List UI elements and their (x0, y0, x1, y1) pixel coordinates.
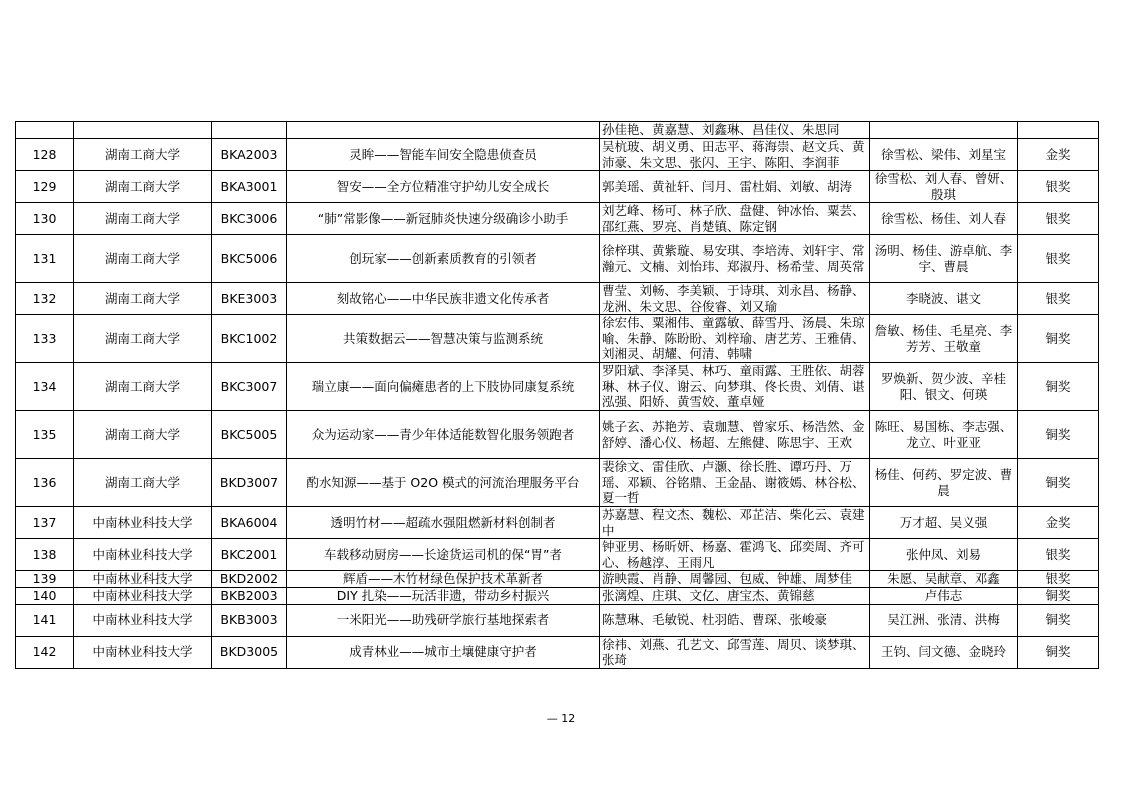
table-row (16, 363, 1099, 411)
table-row-continuation (16, 122, 1099, 139)
cell-project: 酌水知源——基于 O2O 模式的河流治理服务平台 (287, 459, 600, 507)
cell-advisors: 万才超、吴义强 (870, 507, 1018, 539)
cell-code: BKC5005 (212, 411, 287, 459)
table-row (16, 411, 1099, 459)
cell-award: 铜奖 (1018, 636, 1099, 668)
cell-code: BKD3005 (212, 636, 287, 668)
cell-members: 罗阳斌、李泽昊、林巧、童雨露、王胜依、胡蓉琳、林子仪、谢云、向梦琪、佟长贵、刘倩、谌泓强、阳娇、黄雪姣、董卓娅 (600, 363, 870, 411)
cell-project: 辉盾——木竹材绿色保护技术革新者 (287, 571, 600, 588)
table-row (16, 315, 1099, 363)
cell-advisors: 李晓波、谌文 (870, 283, 1018, 315)
cell-no: 137 (16, 507, 74, 539)
cell-members: 徐梓琪、黄紫璇、易安琪、李培涛、刘轩宇、常瀚元、文楠、刘怡玮、郑淑丹、杨希莹、周英常 (600, 235, 870, 283)
cell-award: 金奖 (1018, 507, 1099, 539)
cell-school: 湖南工商大学 (74, 315, 212, 363)
cell-code: BKC1002 (212, 315, 287, 363)
cell-project: 灵眸——智能车间安全隐患侦查员 (287, 139, 600, 171)
cell-advisors: 徐雪松、杨佳、刘人春 (870, 203, 1018, 235)
cell-advisors: 徐雪松、刘人春、曾妍、殷琪 (870, 171, 1018, 203)
cell-project: 创玩家——创新素质教育的引领者 (287, 235, 600, 283)
cell-code: BKD2002 (212, 571, 287, 588)
cell-project: 共策数据云——智慧决策与监测系统 (287, 315, 600, 363)
cell-school: 湖南工商大学 (74, 459, 212, 507)
cell-advisors: 汤明、杨佳、游卓航、李宇、曹晨 (870, 235, 1018, 283)
cell-award: 铜奖 (1018, 363, 1099, 411)
cell-project: 一米阳光——助残研学旅行基地探索者 (287, 604, 600, 636)
cell-code: BKD3007 (212, 459, 287, 507)
table-row (16, 507, 1099, 539)
cell-members: 姚子玄、苏艳芳、袁珈慧、曾家乐、杨浩然、金舒婷、潘心仪、杨超、左熊健、陈思宇、王欢 (600, 411, 870, 459)
cell-code: BKC3007 (212, 363, 287, 411)
cell-school: 中南林业科技大学 (74, 636, 212, 668)
cell-project: 车载移动厨房——长途货运司机的保“胃”者 (287, 539, 600, 571)
cell-school: 中南林业科技大学 (74, 539, 212, 571)
cell-no: 133 (16, 315, 74, 363)
table-row (16, 636, 1099, 668)
cell-members: 苏嘉慧、程文杰、魏松、邓芷洁、柴化云、袁建中 (600, 507, 870, 539)
cell-no: 135 (16, 411, 74, 459)
cell-no: 142 (16, 636, 74, 668)
cell-no: 128 (16, 139, 74, 171)
cell-no (16, 122, 74, 139)
cell-school: 中南林业科技大学 (74, 604, 212, 636)
awards-table-body (16, 122, 1099, 669)
cell-no: 140 (16, 587, 74, 604)
table-row (16, 203, 1099, 235)
cell-award (1018, 122, 1099, 139)
cell-no: 130 (16, 203, 74, 235)
cell-advisors: 罗焕新、贺少波、辛桂阳、银文、何瑛 (870, 363, 1018, 411)
cell-code: BKC3006 (212, 203, 287, 235)
cell-no: 138 (16, 539, 74, 571)
cell-award: 银奖 (1018, 171, 1099, 203)
cell-award: 银奖 (1018, 235, 1099, 283)
cell-advisors: 陈旺、易国栋、李志强、龙立、叶亚亚 (870, 411, 1018, 459)
cell-advisors: 吴江洲、张清、洪梅 (870, 604, 1018, 636)
cell-code: BKE3003 (212, 283, 287, 315)
table-row (16, 235, 1099, 283)
cell-members: 郭美瑶、黄祉轩、闫月、雷杜娟、刘敏、胡涛 (600, 171, 870, 203)
cell-school: 湖南工商大学 (74, 411, 212, 459)
table-row (16, 171, 1099, 203)
cell-members: 游映霞、肖静、周馨园、包威、钟雄、周梦佳 (600, 571, 870, 588)
cell-advisors: 卢伟志 (870, 587, 1018, 604)
cell-no: 141 (16, 604, 74, 636)
table-row (16, 571, 1099, 588)
cell-members: 徐祎、刘燕、孔艺文、邱雪莲、周贝、谈梦琪、张琦 (600, 636, 870, 668)
cell-project: 刻故铭心——中华民族非遗文化传承者 (287, 283, 600, 315)
cell-members: 钟亚男、杨昕妍、杨嘉、霍鸿飞、邱奕周、齐可心、杨越淳、王雨凡 (600, 539, 870, 571)
cell-award: 铜奖 (1018, 604, 1099, 636)
cell-code: BKB2003 (212, 587, 287, 604)
cell-no: 131 (16, 235, 74, 283)
cell-advisors (870, 122, 1018, 139)
cell-school: 中南林业科技大学 (74, 587, 212, 604)
page-number: — 12 (546, 712, 576, 725)
table-row (16, 139, 1099, 171)
cell-award: 银奖 (1018, 203, 1099, 235)
cell-school: 中南林业科技大学 (74, 571, 212, 588)
cell-members: 裴徐文、雷佳欣、卢灏、徐长胜、谭巧丹、万瑶、邓颖、谷铭鼎、王金晶、谢筱嫣、林谷松、夏一哲 (600, 459, 870, 507)
cell-no: 129 (16, 171, 74, 203)
cell-award: 铜奖 (1018, 459, 1099, 507)
cell-project (287, 122, 600, 139)
cell-code: BKC2001 (212, 539, 287, 571)
cell-no: 134 (16, 363, 74, 411)
cell-award: 铜奖 (1018, 587, 1099, 604)
cell-members: 张漓煌、庄琪、文亿、唐宝杰、黄锦慈 (600, 587, 870, 604)
cell-no: 132 (16, 283, 74, 315)
cell-award: 银奖 (1018, 539, 1099, 571)
cell-advisors: 詹敏、杨佳、毛星亮、李芳芳、王敬童 (870, 315, 1018, 363)
cell-school: 湖南工商大学 (74, 171, 212, 203)
cell-advisors: 张仲凤、刘易 (870, 539, 1018, 571)
cell-code: BKC5006 (212, 235, 287, 283)
cell-advisors: 王钧、闫文德、金晓玲 (870, 636, 1018, 668)
cell-members: 陈慧琳、毛敏锐、杜羽皓、曹琛、张峻豪 (600, 604, 870, 636)
cell-school: 中南林业科技大学 (74, 507, 212, 539)
cell-school: 湖南工商大学 (74, 363, 212, 411)
cell-members: 刘艺峰、杨可、林子欣、盘健、钟冰怡、粟芸、邵红燕、罗亮、肖楚镇、陈定钢 (600, 203, 870, 235)
table-row (16, 604, 1099, 636)
cell-project: 透明竹材——超疏水强阻燃新材料创制者 (287, 507, 600, 539)
cell-project: DIY 扎染——玩活非遗，带动乡村振兴 (287, 587, 600, 604)
cell-advisors: 徐雪松、梁伟、刘星宝 (870, 139, 1018, 171)
awards-table (15, 121, 1099, 669)
cell-project: 众为运动家——青少年体适能数智化服务领跑者 (287, 411, 600, 459)
cell-members: 徐宏伟、粟湘伟、童露敏、薛雪丹、汤晨、朱琼喻、朱静、陈盼盼、刘梓瑜、唐艺芳、王雅倩、刘湘灵、胡耀、何清、韩啸 (600, 315, 870, 363)
cell-school (74, 122, 212, 139)
cell-members: 吴杭玻、胡义勇、田志平、蒋海崇、赵文兵、黄沛豪、朱文思、张闪、王宇、陈阳、李润菲 (600, 139, 870, 171)
cell-project: “肺”常影像——新冠肺炎快速分级确诊小助手 (287, 203, 600, 235)
cell-school: 湖南工商大学 (74, 139, 212, 171)
cell-award: 银奖 (1018, 283, 1099, 315)
cell-code: BKA3001 (212, 171, 287, 203)
cell-no: 136 (16, 459, 74, 507)
cell-school: 湖南工商大学 (74, 203, 212, 235)
cell-code (212, 122, 287, 139)
cell-code: BKA2003 (212, 139, 287, 171)
cell-award: 铜奖 (1018, 411, 1099, 459)
cell-project: 智安——全方位精准守护幼儿安全成长 (287, 171, 600, 203)
cell-members: 孙佳艳、黄嘉慧、刘鑫琳、昌佳仪、朱思同 (600, 122, 870, 139)
table-row (16, 587, 1099, 604)
table-row (16, 459, 1099, 507)
table-row (16, 283, 1099, 315)
cell-award: 铜奖 (1018, 315, 1099, 363)
cell-members: 曹莹、刘畅、李美颖、于诗琪、刘永昌、杨静、龙洲、朱文思、谷俊睿、刘又瑜 (600, 283, 870, 315)
cell-school: 湖南工商大学 (74, 235, 212, 283)
cell-advisors: 朱愿、吴献章、邓鑫 (870, 571, 1018, 588)
cell-school: 湖南工商大学 (74, 283, 212, 315)
cell-award: 金奖 (1018, 139, 1099, 171)
cell-project: 瑞立康——面向偏瘫患者的上下肢协同康复系统 (287, 363, 600, 411)
cell-code: BKA6004 (212, 507, 287, 539)
cell-no: 139 (16, 571, 74, 588)
cell-advisors: 杨佳、何药、罗定波、曹晨 (870, 459, 1018, 507)
table-row (16, 539, 1099, 571)
cell-code: BKB3003 (212, 604, 287, 636)
cell-project: 成青林业——城市土壤健康守护者 (287, 636, 600, 668)
cell-award: 银奖 (1018, 571, 1099, 588)
